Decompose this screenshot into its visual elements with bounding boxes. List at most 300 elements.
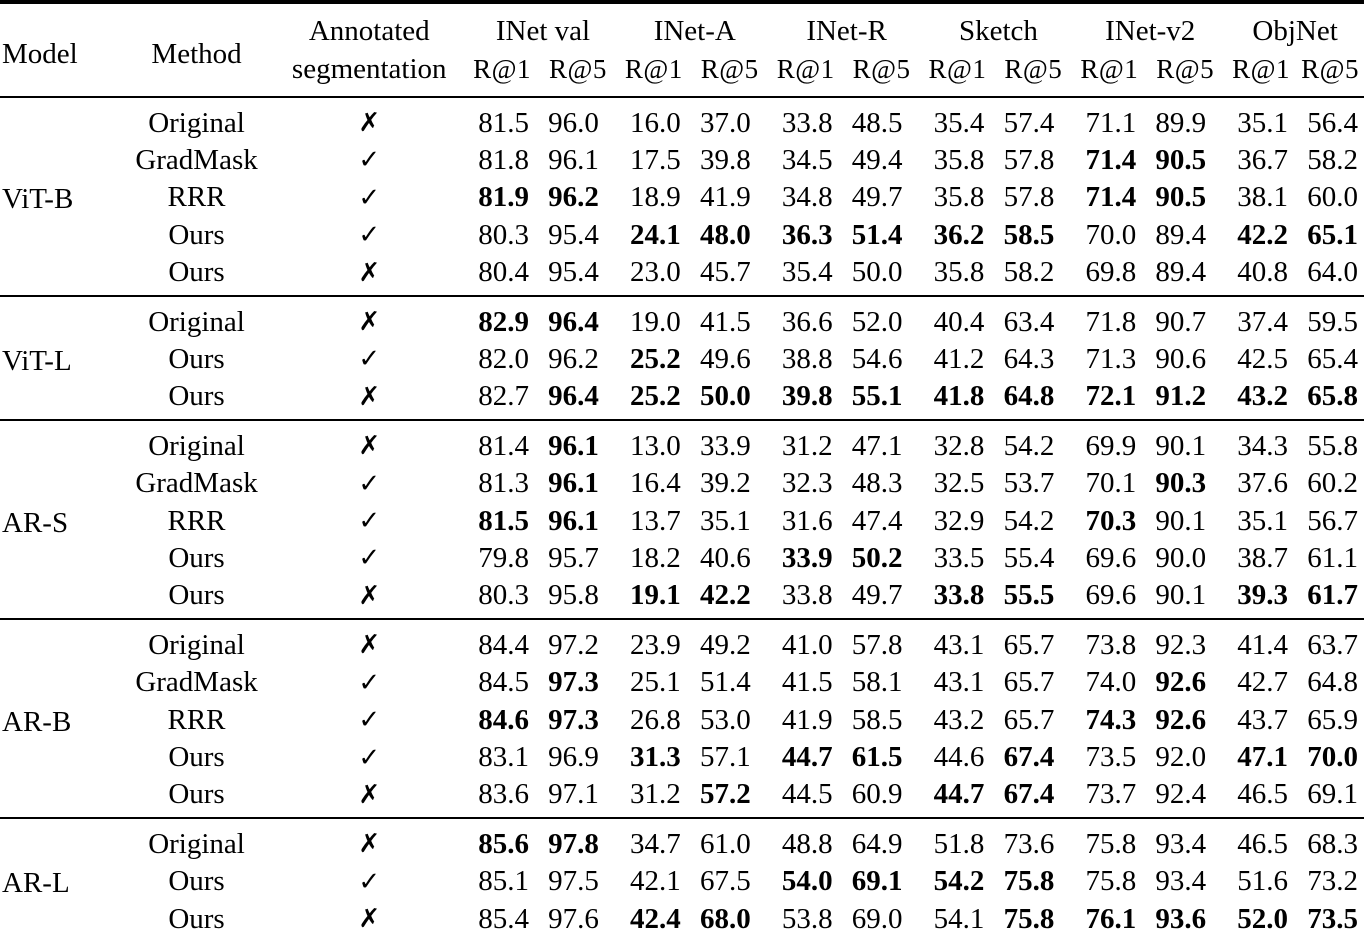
header-metric-r1: R@1	[928, 54, 987, 84]
metric-value: 41.5	[781, 666, 833, 699]
cross-icon: ✗	[358, 257, 381, 288]
metric-value: 32.3	[781, 467, 833, 500]
header-method: Method	[151, 38, 242, 70]
metric-value: 67.5	[699, 865, 751, 898]
cross-icon: ✗	[358, 779, 381, 810]
metric-value: 96.1	[548, 467, 599, 500]
metric-value: 96.2	[548, 342, 599, 375]
annotated-cell	[271, 378, 467, 420]
annotated-cell	[271, 254, 467, 296]
metric-value: 64.8	[1003, 380, 1055, 413]
metric-value: 23.0	[630, 256, 681, 289]
metric-value: 90.0	[1155, 541, 1207, 574]
metric-value: 83.1	[478, 741, 529, 773]
metric-value: 69.0	[851, 902, 903, 935]
metric-value: 25.2	[630, 380, 681, 413]
metric-value: 42.4	[630, 902, 681, 935]
metric-value: 89.4	[1155, 256, 1207, 289]
metric-value: 92.6	[1155, 666, 1207, 699]
metric-value: 64.0	[1307, 256, 1358, 289]
metric-value: 47.1	[1237, 741, 1289, 773]
method-name: Ours	[168, 541, 225, 574]
table-row	[0, 296, 1364, 340]
metric-value: 65.8	[1307, 380, 1358, 413]
header-row-1	[0, 2, 1364, 50]
method-name: Ours	[168, 256, 225, 289]
metric-value: 55.1	[851, 380, 903, 413]
metric-value: 54.0	[781, 865, 833, 898]
metric-value: 50.2	[851, 541, 903, 574]
metric-value: 31.2	[630, 778, 681, 811]
annotated-cell	[271, 900, 467, 941]
metric-value: 96.2	[548, 181, 599, 214]
cross-icon: ✗	[358, 580, 381, 611]
metric-value: 55.4	[1003, 541, 1055, 574]
metric-value: 68.0	[699, 902, 751, 935]
table-row	[0, 776, 1364, 818]
metric-value: 51.4	[699, 666, 751, 699]
metric-value: 95.7	[548, 541, 599, 574]
metric-value: 69.8	[1085, 256, 1137, 289]
annotated-cell	[271, 577, 467, 619]
metric-value: 83.6	[478, 778, 529, 811]
table-row	[0, 900, 1364, 941]
metric-value: 92.4	[1155, 778, 1207, 811]
checkmark-icon: ✓	[358, 742, 381, 773]
metric-value: 40.4	[933, 305, 985, 338]
metric-value: 73.7	[1085, 778, 1137, 811]
method-name: Ours	[168, 218, 225, 251]
metric-value: 41.9	[781, 703, 833, 736]
metric-value: 73.6	[1003, 827, 1055, 860]
metric-value: 58.1	[851, 666, 903, 699]
method-name: Original	[148, 628, 245, 661]
metric-value: 90.5	[1155, 143, 1207, 176]
metric-value: 57.8	[1003, 181, 1055, 214]
metric-value: 33.5	[933, 541, 985, 574]
metric-value: 31.2	[781, 429, 833, 462]
model-name: ViT-L	[2, 344, 72, 377]
checkmark-icon: ✓	[358, 866, 381, 897]
metric-value: 90.1	[1155, 429, 1207, 462]
metric-value: 69.6	[1085, 579, 1137, 612]
metric-value: 54.2	[1003, 429, 1055, 462]
metric-value: 69.6	[1085, 541, 1137, 574]
metric-value: 71.8	[1085, 305, 1137, 338]
metric-value: 46.5	[1237, 827, 1289, 860]
metric-value: 44.6	[933, 741, 985, 773]
metric-value: 80.3	[478, 579, 529, 612]
metric-value: 93.4	[1155, 827, 1207, 860]
metric-value: 42.2	[1237, 218, 1289, 251]
metric-value: 57.8	[1003, 143, 1055, 176]
metric-value: 39.8	[699, 143, 751, 176]
metric-value: 41.2	[933, 342, 985, 375]
checkmark-icon: ✓	[358, 468, 381, 499]
metric-value: 64.9	[851, 827, 903, 860]
metric-value: 93.6	[1155, 902, 1207, 935]
metric-value: 53.0	[699, 703, 751, 736]
model-name: AR-B	[2, 705, 72, 738]
method-name: RRR	[167, 504, 226, 537]
metric-value: 48.0	[699, 218, 751, 251]
annotated-cell	[271, 296, 467, 340]
metric-value: 35.4	[781, 256, 833, 289]
annotated-cell	[271, 420, 467, 464]
metric-value: 57.8	[851, 628, 903, 661]
metric-value: 97.2	[548, 628, 599, 661]
metric-value: 48.8	[781, 827, 833, 860]
checkmark-icon: ✓	[358, 220, 381, 251]
method-name: Ours	[168, 741, 225, 773]
metric-value: 85.4	[478, 902, 529, 935]
model-name: ViT-B	[2, 183, 74, 216]
metric-value: 33.8	[781, 106, 833, 139]
metric-value: 70.3	[1085, 504, 1137, 537]
metric-value: 25.1	[630, 666, 681, 699]
metric-value: 41.5	[699, 305, 751, 338]
table-row	[0, 739, 1364, 776]
annotated-cell	[271, 179, 467, 216]
metric-value: 49.6	[699, 342, 751, 375]
model-group-vit-b	[0, 97, 1364, 296]
metric-value: 81.3	[478, 467, 529, 500]
metric-value: 40.8	[1237, 256, 1289, 289]
metric-value: 51.8	[933, 827, 985, 860]
metric-value: 42.2	[699, 579, 751, 612]
metric-value: 13.0	[630, 429, 681, 462]
metric-value: 81.5	[478, 106, 529, 139]
metric-value: 18.9	[630, 181, 681, 214]
metric-value: 74.3	[1085, 703, 1137, 736]
table-row	[0, 701, 1364, 738]
metric-value: 73.2	[1307, 865, 1358, 898]
checkmark-icon: ✓	[358, 145, 381, 176]
metric-value: 35.1	[1237, 504, 1289, 537]
metric-value: 60.9	[851, 778, 903, 811]
method-name: Ours	[168, 380, 225, 413]
metric-value: 96.1	[548, 504, 599, 537]
metric-value: 75.8	[1003, 902, 1055, 935]
method-name: Original	[148, 106, 245, 139]
cross-icon: ✗	[358, 630, 381, 661]
metric-value: 44.7	[933, 778, 985, 811]
metric-value: 36.6	[781, 305, 833, 338]
method-name: GradMask	[135, 666, 258, 699]
metric-value: 38.1	[1237, 181, 1289, 214]
metric-value: 82.9	[478, 305, 529, 338]
table-row	[0, 863, 1364, 900]
metric-value: 50.0	[851, 256, 903, 289]
metric-value: 68.3	[1307, 827, 1358, 860]
metric-value: 74.0	[1085, 666, 1137, 699]
metric-value: 97.8	[548, 827, 599, 860]
metric-value: 56.4	[1307, 106, 1358, 139]
header-model: Model	[2, 38, 78, 70]
cross-icon: ✗	[358, 431, 381, 462]
metric-value: 90.5	[1155, 181, 1207, 214]
metric-value: 75.8	[1003, 865, 1055, 898]
metric-value: 31.6	[781, 504, 833, 537]
header-dataset-inet-r: INet-R	[806, 15, 887, 47]
metric-value: 75.8	[1085, 827, 1137, 860]
metric-value: 69.9	[1085, 429, 1137, 462]
metric-value: 71.4	[1085, 181, 1137, 214]
table-row	[0, 340, 1364, 377]
cross-icon: ✗	[358, 829, 381, 860]
metric-value: 19.1	[630, 579, 681, 612]
table-row	[0, 420, 1364, 464]
header-dataset-sketch: Sketch	[958, 15, 1038, 47]
metric-value: 31.3	[630, 741, 681, 773]
cross-icon: ✗	[358, 307, 381, 338]
metric-value: 49.7	[851, 181, 903, 214]
metric-value: 48.3	[851, 467, 903, 500]
annotated-cell	[271, 539, 467, 576]
table-row	[0, 664, 1364, 701]
metric-value: 55.8	[1307, 429, 1358, 462]
table-row	[0, 97, 1364, 141]
annotated-cell	[271, 502, 467, 539]
metric-value: 90.6	[1155, 342, 1207, 375]
method-name: Ours	[168, 342, 225, 375]
metric-value: 42.1	[630, 865, 681, 898]
metric-value: 90.1	[1155, 504, 1207, 537]
metric-value: 64.3	[1003, 342, 1055, 375]
metric-value: 63.7	[1307, 628, 1358, 661]
metric-value: 26.8	[630, 703, 681, 736]
metric-value: 40.6	[699, 541, 751, 574]
header-metric-r1: R@1	[473, 54, 531, 84]
checkmark-icon: ✓	[358, 543, 381, 574]
metric-value: 33.9	[781, 541, 833, 574]
metric-value: 61.7	[1307, 579, 1358, 612]
metric-value: 81.4	[478, 429, 529, 462]
checkmark-icon: ✓	[358, 182, 381, 213]
metric-value: 35.8	[933, 181, 985, 214]
method-name: GradMask	[135, 143, 258, 176]
metric-value: 97.1	[548, 778, 599, 811]
metric-value: 33.9	[699, 429, 751, 462]
header-metric-r1: R@1	[1232, 54, 1291, 84]
metric-value: 34.3	[1237, 429, 1289, 462]
metric-value: 90.1	[1155, 579, 1207, 612]
metric-value: 71.4	[1085, 143, 1137, 176]
metric-value: 42.5	[1237, 342, 1289, 375]
metric-value: 37.4	[1237, 305, 1289, 338]
metric-value: 96.1	[548, 429, 599, 462]
annotated-cell	[271, 664, 467, 701]
metric-value: 92.0	[1155, 741, 1207, 773]
metric-value: 18.2	[630, 541, 681, 574]
table-row	[0, 378, 1364, 420]
annotated-cell	[271, 776, 467, 818]
metric-value: 90.3	[1155, 467, 1207, 500]
metric-value: 70.0	[1085, 218, 1137, 251]
metric-value: 38.8	[781, 342, 833, 375]
metric-value: 70.0	[1307, 741, 1358, 773]
metric-value: 54.6	[851, 342, 903, 375]
metric-value: 97.6	[548, 902, 599, 935]
metric-value: 60.0	[1307, 181, 1358, 214]
metric-value: 45.7	[699, 256, 751, 289]
metric-value: 65.9	[1307, 703, 1358, 736]
metric-value: 25.2	[630, 342, 681, 375]
metric-value: 70.1	[1085, 467, 1137, 500]
metric-value: 65.7	[1003, 666, 1055, 699]
metric-value: 34.7	[630, 827, 681, 860]
metric-value: 49.7	[851, 579, 903, 612]
cross-icon: ✗	[358, 108, 381, 138]
cross-icon: ✗	[358, 904, 381, 935]
metric-value: 96.4	[548, 380, 599, 413]
metric-value: 47.4	[851, 504, 903, 537]
header-metric-r5: R@5	[548, 54, 607, 84]
method-name: Ours	[168, 902, 225, 935]
metric-value: 71.1	[1085, 106, 1137, 139]
header-dataset-inet-val: INet val	[495, 15, 591, 47]
header-metric-r1: R@1	[776, 54, 835, 84]
model-name: AR-S	[2, 506, 69, 539]
metric-value: 73.5	[1307, 902, 1358, 935]
metric-value: 35.1	[699, 504, 751, 537]
model-group-ar-s	[0, 420, 1364, 619]
metric-value: 52.0	[1237, 902, 1289, 935]
metric-value: 49.2	[699, 628, 751, 661]
metric-value: 61.1	[1307, 541, 1358, 574]
annotated-cell	[271, 818, 467, 862]
metric-value: 57.2	[699, 778, 751, 811]
annotated-cell	[271, 863, 467, 900]
method-name: Ours	[168, 778, 225, 811]
metric-value: 53.8	[781, 902, 833, 935]
metric-value: 39.8	[781, 380, 833, 413]
metric-value: 51.4	[851, 218, 903, 251]
metric-value: 37.6	[1237, 467, 1289, 500]
metric-value: 61.5	[851, 741, 903, 773]
metric-value: 65.4	[1307, 342, 1358, 375]
metric-value: 37.0	[699, 106, 751, 139]
metric-value: 71.3	[1085, 342, 1137, 375]
metric-value: 49.4	[851, 143, 903, 176]
metric-value: 35.4	[933, 106, 985, 139]
metric-value: 65.7	[1003, 703, 1055, 736]
metric-value: 69.1	[1307, 778, 1358, 811]
model-name: AR-L	[2, 867, 70, 900]
metric-value: 48.5	[851, 106, 903, 139]
metric-value: 58.5	[1003, 218, 1055, 251]
header-metric-r5: R@5	[1004, 54, 1063, 84]
metric-value: 73.8	[1085, 628, 1137, 661]
table-row	[0, 502, 1364, 539]
metric-value: 92.3	[1155, 628, 1207, 661]
method-name: Original	[148, 827, 245, 860]
method-name: GradMask	[135, 467, 258, 500]
metric-value: 93.4	[1155, 865, 1207, 898]
metric-value: 35.8	[933, 143, 985, 176]
annotated-cell	[271, 97, 467, 141]
checkmark-icon: ✓	[358, 667, 381, 698]
metric-value: 43.7	[1237, 703, 1289, 736]
method-name: Original	[148, 305, 245, 338]
metric-value: 97.5	[548, 865, 599, 898]
metric-value: 36.7	[1237, 143, 1289, 176]
metric-value: 39.3	[1237, 579, 1289, 612]
metric-value: 65.1	[1307, 218, 1358, 251]
metric-value: 58.5	[851, 703, 903, 736]
metric-value: 95.4	[548, 218, 599, 251]
metric-value: 43.1	[933, 666, 985, 699]
metric-value: 84.6	[478, 703, 529, 736]
model-group-ar-l	[0, 818, 1364, 941]
metric-value: 64.8	[1307, 666, 1358, 699]
table-row	[0, 539, 1364, 576]
header-metric-r5: R@5	[1301, 54, 1359, 84]
annotated-cell	[271, 739, 467, 776]
metric-value: 57.4	[1003, 106, 1055, 139]
metric-value: 76.1	[1085, 902, 1137, 935]
table-row	[0, 141, 1364, 178]
metric-value: 56.7	[1307, 504, 1358, 537]
metric-value: 81.8	[478, 143, 529, 176]
metric-value: 59.5	[1307, 305, 1358, 338]
metric-value: 43.2	[1237, 380, 1289, 413]
metric-value: 54.2	[1003, 504, 1055, 537]
metric-value: 67.4	[1003, 778, 1055, 811]
metric-value: 33.8	[933, 579, 985, 612]
cross-icon: ✗	[358, 381, 381, 412]
metric-value: 47.1	[851, 429, 903, 462]
metric-value: 58.2	[1003, 256, 1055, 289]
header-metric-r5: R@5	[700, 54, 759, 84]
metric-value: 41.9	[699, 181, 751, 214]
metric-value: 57.1	[699, 741, 751, 773]
table-row	[0, 254, 1364, 296]
metric-value: 44.5	[781, 778, 833, 811]
metric-value: 55.5	[1003, 579, 1055, 612]
metric-value: 44.7	[781, 741, 833, 773]
metric-value: 84.5	[478, 666, 529, 699]
header-dataset-inet-v2: INet-v2	[1105, 15, 1196, 47]
annotated-cell	[271, 216, 467, 253]
metric-value: 17.5	[630, 143, 681, 176]
metric-value: 24.1	[630, 218, 681, 251]
header-metric-r1: R@1	[1080, 54, 1139, 84]
metric-value: 82.0	[478, 342, 529, 375]
header-metric-r1: R@1	[624, 54, 683, 84]
table-row	[0, 216, 1364, 253]
metric-value: 90.7	[1155, 305, 1207, 338]
annotated-cell	[271, 340, 467, 377]
metric-value: 43.1	[933, 628, 985, 661]
metric-value: 96.1	[548, 143, 599, 176]
metric-value: 58.2	[1307, 143, 1358, 176]
table-row	[0, 818, 1364, 862]
annotated-cell	[271, 619, 467, 663]
metric-value: 96.9	[548, 741, 599, 773]
metric-value: 92.6	[1155, 703, 1207, 736]
metric-value: 72.1	[1085, 380, 1137, 413]
metric-value: 82.7	[478, 380, 529, 413]
metric-value: 60.2	[1307, 467, 1358, 500]
method-name: RRR	[167, 181, 226, 214]
checkmark-icon: ✓	[358, 506, 381, 537]
metric-value: 13.7	[630, 504, 681, 537]
metric-value: 97.3	[548, 703, 599, 736]
metric-value: 33.8	[781, 579, 833, 612]
metric-value: 41.0	[781, 628, 833, 661]
metric-value: 95.8	[548, 579, 599, 612]
